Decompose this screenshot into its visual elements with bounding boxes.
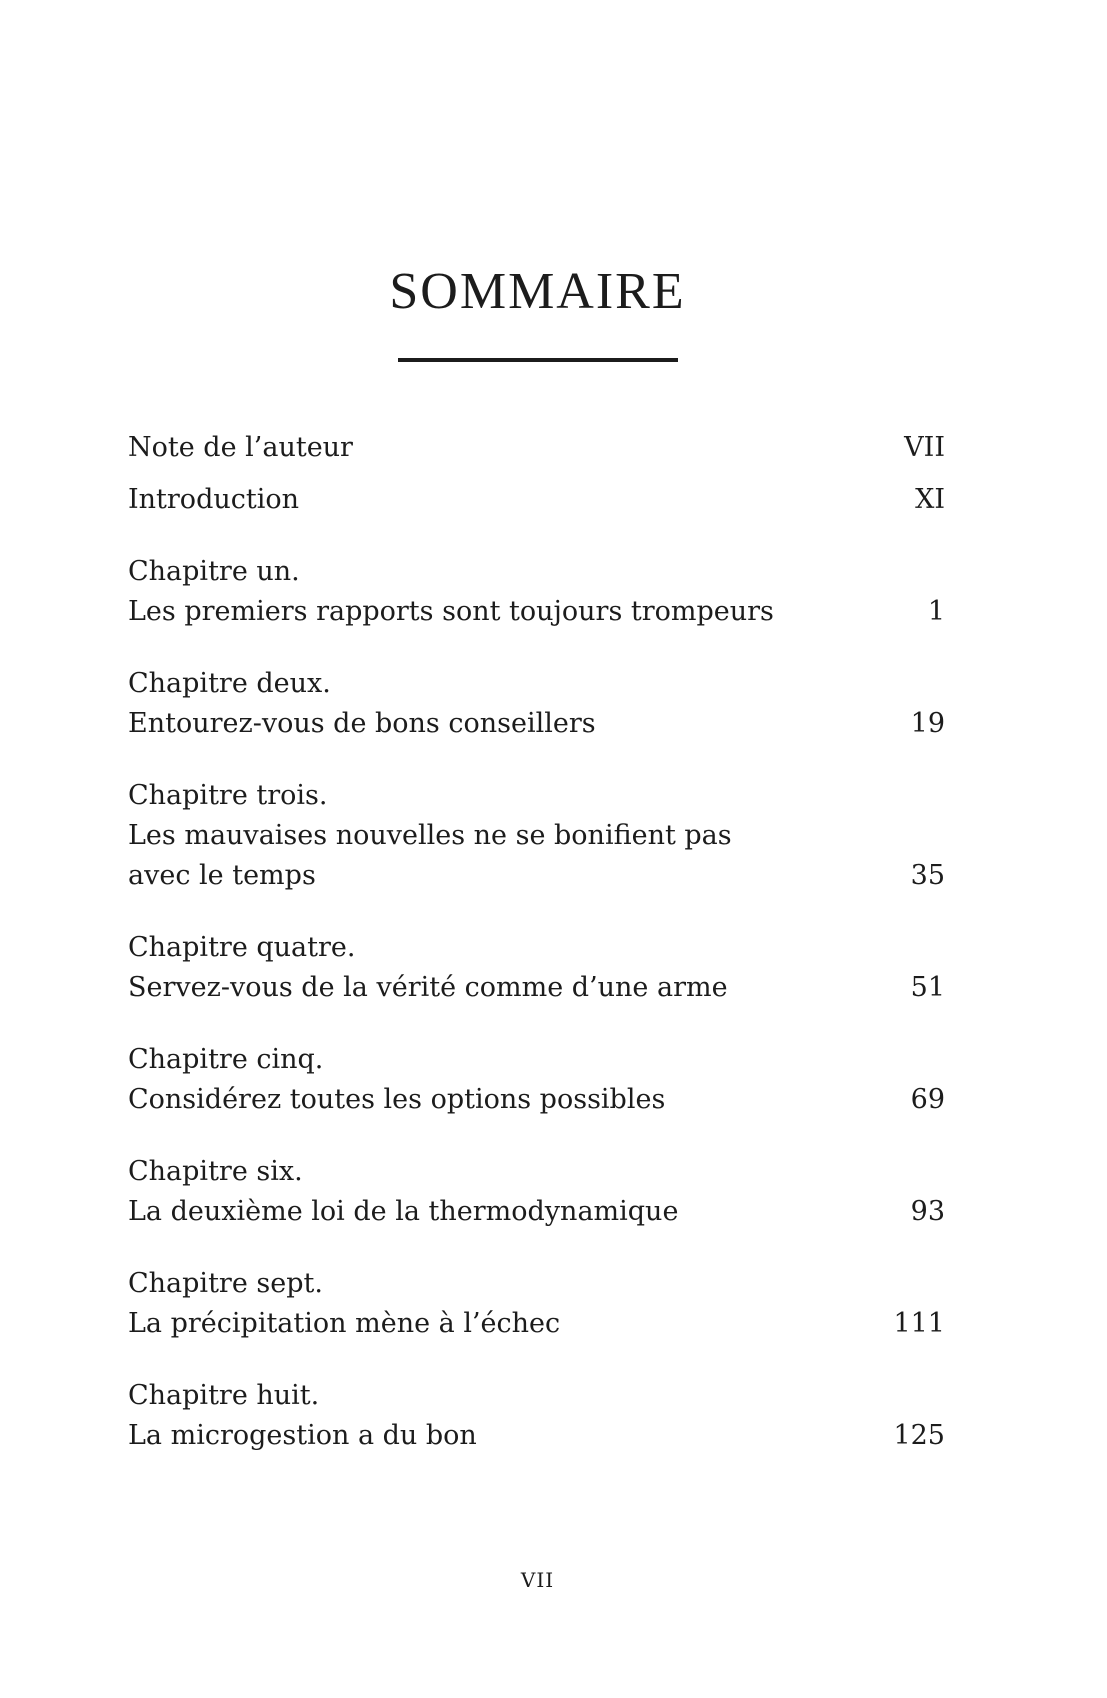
toc-entry-chapitre-six[interactable]: [128, 1152, 945, 1232]
toc-entry-chapitre-quatre[interactable]: [128, 928, 945, 1008]
toc-chapter-label: Chapitre sept.: [128, 1268, 323, 1299]
toc-page-number: 19: [910, 708, 945, 739]
toc-chapter-label: Chapitre un.: [128, 556, 300, 587]
toc-chapter-title: Servez-vous de la vérité comme d’une arme: [128, 972, 728, 1003]
toc-chapter-title: Les premiers rapports sont toujours trompeurs: [128, 596, 774, 627]
toc-chapter-label: Chapitre trois.: [128, 780, 328, 811]
page-title: SOMMAIRE: [389, 263, 686, 320]
toc-page-number: 35: [910, 860, 945, 891]
toc-chapter-title: La précipitation mène à l’échec: [128, 1308, 561, 1339]
toc-page-number: XI: [915, 484, 945, 515]
toc-page-number: 125: [893, 1420, 945, 1451]
toc-page-number: 69: [910, 1084, 945, 1115]
toc-entry-line: Introduction: [128, 484, 299, 515]
toc-chapter-label: Chapitre six.: [128, 1156, 303, 1187]
toc-chapter-title-continued: avec le temps: [128, 860, 316, 891]
title-underline: [398, 358, 678, 362]
toc-entry-chapitre-un[interactable]: [128, 552, 945, 632]
toc-page-number: 51: [910, 972, 945, 1003]
toc-entry-chapitre-cinq[interactable]: [128, 1040, 945, 1120]
toc-chapter-title: La deuxième loi de la thermodynamique: [128, 1196, 679, 1227]
toc-page-number: 93: [910, 1196, 945, 1227]
toc-entry-note-auteur[interactable]: [128, 428, 945, 468]
toc-page-number: 111: [893, 1308, 945, 1339]
toc-chapter-title: Les mauvaises nouvelles ne se bonifient pas: [128, 820, 732, 851]
toc-page-number: VII: [904, 432, 945, 463]
toc-chapter-label: Chapitre cinq.: [128, 1044, 324, 1075]
toc-page-number: 1: [927, 596, 945, 627]
page-footer-number: VII: [520, 1568, 555, 1592]
table-of-contents: [128, 428, 945, 1488]
toc-entry-chapitre-trois[interactable]: [128, 776, 945, 896]
toc-chapter-label: Chapitre huit.: [128, 1380, 320, 1411]
toc-chapter-title: Entourez-vous de bons conseillers: [128, 708, 596, 739]
toc-chapter-title: La microgestion a du bon: [128, 1420, 477, 1451]
toc-entry-introduction[interactable]: [128, 480, 945, 520]
toc-entry-chapitre-deux[interactable]: [128, 664, 945, 744]
toc-entry-chapitre-huit[interactable]: [128, 1376, 945, 1456]
toc-chapter-title: Considérez toutes les options possibles: [128, 1084, 666, 1115]
toc-entry-line: Note de l’auteur: [128, 432, 353, 463]
toc-chapter-label: Chapitre deux.: [128, 668, 331, 699]
toc-chapter-label: Chapitre quatre.: [128, 932, 356, 963]
toc-entry-chapitre-sept[interactable]: [128, 1264, 945, 1344]
